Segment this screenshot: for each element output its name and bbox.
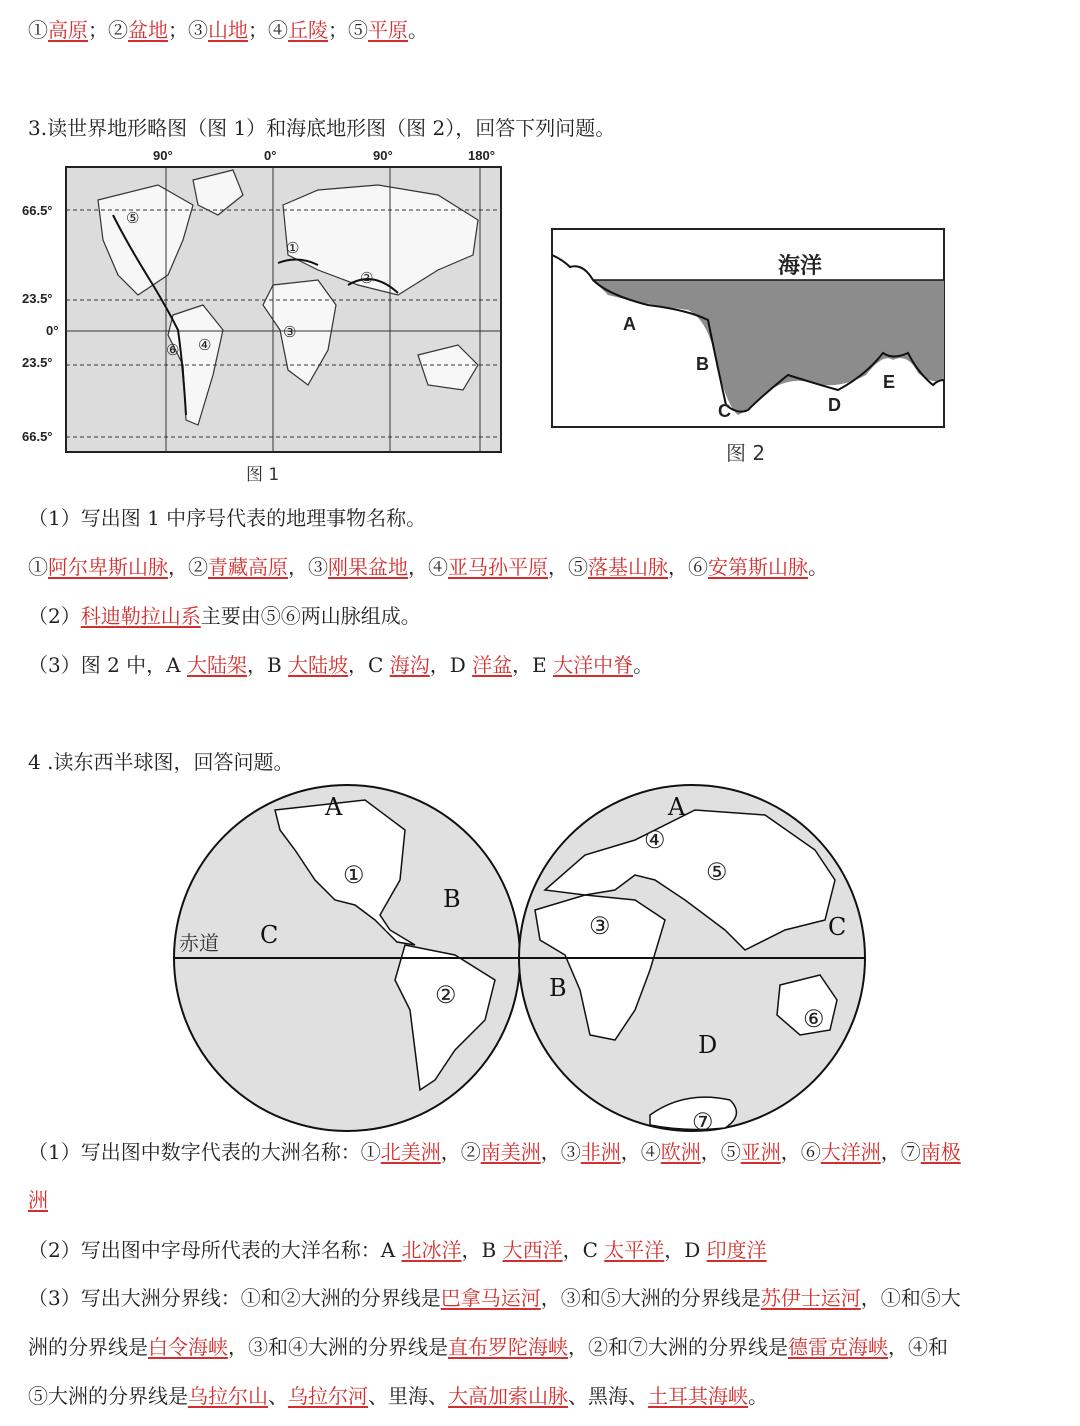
answer-5: 落基山脉 [588,555,668,579]
fig1-caption: 图 1 [246,465,280,485]
text: ，② [440,1140,481,1164]
text: ，B [246,653,289,677]
answer-c: 海沟 [389,653,430,677]
text: ，④和 [888,1335,948,1359]
lat-label-5: 66.5° [22,429,53,444]
hemispheres-map [165,780,875,1140]
text: ，② [168,555,208,579]
q4-sub3-line1 [28,1288,961,1308]
q3-sub1-question: （1）写出图 1 中序号代表的地理事物名称。 [28,506,427,530]
text: ，⑥ [668,555,708,579]
marker-4: ④ [198,336,212,354]
q3-sub3 [28,655,653,675]
world-terrain-map [18,145,518,490]
east-ocean-b: B [549,974,567,1002]
text: （3）写出大洲分界线：①和②大洲的分界线是 [28,1286,441,1310]
q4-title: 4 .读东西半球图，回答问题。 [28,750,294,774]
answer-b: 大陆坡 [288,653,349,677]
boundary-1: 巴拿马运河 [440,1286,541,1310]
east-ocean-d: D [698,1031,718,1059]
boundary-5: 德雷克海峡 [788,1335,888,1359]
ocean-c: 太平洋 [604,1238,665,1262]
boundary-9: 土耳其海峡 [648,1384,748,1408]
marker-6: ⑥ [166,341,180,359]
continent-5: 亚洲 [740,1140,781,1164]
answer-5: 平原 [368,18,408,42]
text: （3）图 2 中，A [28,653,187,677]
boundary-2: 苏伊士运河 [760,1286,861,1310]
seafloor-profile [548,225,948,475]
text: ；③ [168,18,208,42]
text: 洲的分界线是 [28,1335,148,1359]
text: ，①和⑤大 [860,1286,961,1310]
answer-1: 阿尔卑斯山脉 [48,555,168,579]
answer: 科迪勒拉山系 [80,604,201,628]
text: 。 [808,555,828,579]
text: 、里海、 [368,1384,448,1408]
marker-3: ③ [283,323,297,341]
east-ocean-c: C [828,913,847,941]
text: （2）写出图中字母所代表的大洋名称：A [28,1238,402,1262]
boundary-8: 大高加索山脉 [448,1384,568,1408]
text: ；② [88,18,128,42]
text: 、 [268,1384,288,1408]
text: ，E [512,653,554,677]
q4-sub3-line3 [28,1386,768,1406]
text: 。 [748,1384,768,1408]
east-continent-5: ⑤ [706,858,728,886]
text: （2） [28,604,81,628]
east-continent-3: ③ [589,912,611,940]
answer-d: 洋盆 [472,653,513,677]
west-ocean-c: C [260,921,279,949]
continent-2: 南美洲 [480,1140,541,1164]
lon-label-1: 90° [153,148,173,163]
continent-4: 欧洲 [660,1140,701,1164]
q3-title: 3.读世界地形略图（图 1）和海底地形图（图 2），回答下列问题。 [28,116,616,140]
west-ocean-b: B [443,885,461,913]
marker-2: ② [360,269,374,287]
west-continent-2: ② [435,981,457,1009]
q3-sub1-answer [28,557,828,577]
lat-label-3: 0° [46,323,59,338]
west-continent-1: ① [343,861,365,889]
text: ，D [664,1238,707,1262]
q4-sub2 [28,1240,767,1260]
q2-answer-line [28,20,428,40]
text: ，B [461,1238,503,1262]
east-continent-7: ⑦ [692,1108,714,1136]
answer-4: 丘陵 [288,18,328,42]
lat-label-1: 66.5° [22,203,53,218]
answer-e: 大洋中脊 [553,653,634,677]
text: （1）写出图中数字代表的大洲名称：① [28,1140,381,1164]
text: ⑤大洲的分界线是 [28,1384,188,1408]
boundary-7: 乌拉尔河 [288,1384,368,1408]
west-ocean-a: A [325,793,343,821]
answer-a: 大陆架 [186,653,247,677]
text: ① [28,555,48,579]
text: ；④ [248,18,288,42]
ocean-label: 海洋 [778,253,823,278]
point-d: D [828,395,841,415]
text: ① [28,18,48,42]
text: ，③ [540,1140,581,1164]
continent-1: 北美洲 [380,1140,441,1164]
lon-label-2: 0° [264,148,277,163]
continent-3: 非洲 [580,1140,621,1164]
answer-3: 山地 [208,18,248,42]
ocean-a: 北冰洋 [401,1238,462,1262]
text: 。 [408,18,428,42]
point-e: E [883,372,896,392]
q4-sub1-line2 [28,1190,48,1210]
answer-4: 亚马孙平原 [448,555,548,579]
text: 主要由⑤⑥两山脉组成。 [200,604,421,628]
answer-1: 高原 [48,18,88,42]
text: ，C [348,653,390,677]
fig2-caption: 图 2 [726,441,766,465]
text: ，②和⑦大洲的分界线是 [568,1335,788,1359]
east-continent-6: ⑥ [803,1005,825,1033]
text: ，③ [288,555,328,579]
answer-2: 青藏高原 [208,555,288,579]
east-ocean-a: A [668,793,686,821]
lon-label-3: 90° [373,148,393,163]
q4-sub3-line2 [28,1337,948,1357]
lat-label-4: 23.5° [22,355,53,370]
q3-sub2 [28,606,421,626]
answer-3: 刚果盆地 [328,555,408,579]
text: ，⑤ [700,1140,741,1164]
marker-1: ① [286,239,300,257]
point-c: C [718,401,731,421]
boundary-4: 直布罗陀海峡 [448,1335,568,1359]
equator-label: 赤道 [179,931,219,955]
continent-7: 南极 [920,1140,961,1164]
text: ，⑤ [548,555,588,579]
text: ，⑥ [780,1140,821,1164]
text: 。 [633,653,654,677]
east-continent-4: ④ [644,826,666,854]
text: ，D [429,653,473,677]
lon-label-4: 180° [468,148,495,163]
text: ；⑤ [328,18,368,42]
continent-7-cont: 洲 [28,1188,48,1212]
boundary-3: 白令海峡 [148,1335,228,1359]
boundary-6: 乌拉尔山 [188,1384,268,1408]
text: ，④ [408,555,448,579]
marker-5: ⑤ [126,209,140,227]
ocean-b: 大西洋 [502,1238,563,1262]
text: ，C [562,1238,605,1262]
ocean-d: 印度洋 [706,1238,767,1262]
text: ，④ [620,1140,661,1164]
text: ，③和④大洲的分界线是 [228,1335,448,1359]
answer-2: 盆地 [128,18,168,42]
text: ，③和⑤大洲的分界线是 [540,1286,761,1310]
point-a: A [623,314,636,334]
text: ，⑦ [880,1140,921,1164]
continent-6: 大洋洲 [820,1140,881,1164]
text: 、黑海、 [568,1384,648,1408]
answer-6: 安第斯山脉 [708,555,808,579]
lat-label-2: 23.5° [22,291,53,306]
point-b: B [696,354,709,374]
q4-sub1-line1 [28,1142,961,1162]
